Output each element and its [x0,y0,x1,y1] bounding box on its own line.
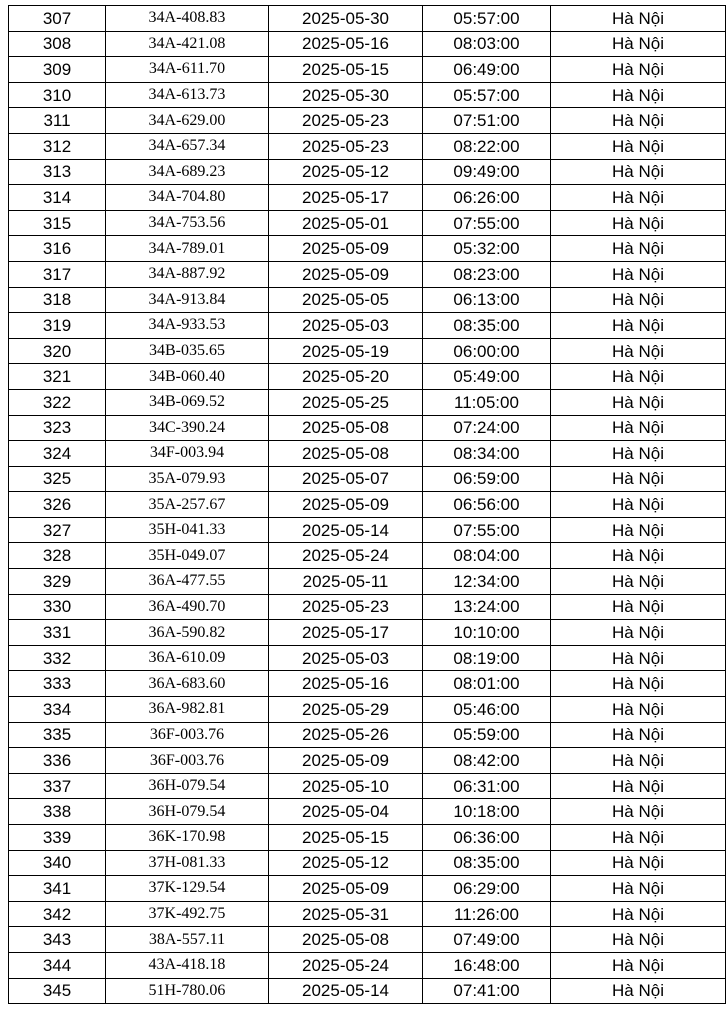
row-number-cell: 329 [9,569,106,595]
location-cell: Hà Nội [551,927,726,953]
date-cell: 2025-05-14 [269,517,423,543]
table-row [9,594,726,620]
row-number-cell: 327 [9,517,106,543]
location-cell: Hà Nội [551,825,726,851]
time-cell: 09:49:00 [423,159,551,185]
location-cell: Hà Nội [551,748,726,774]
license-plate-cell: 36A-683.60 [106,671,269,697]
table-row [9,159,726,185]
table-row [9,927,726,953]
row-number-cell: 323 [9,415,106,441]
license-plate-cell: 37H-081.33 [106,850,269,876]
time-cell: 06:49:00 [423,57,551,83]
date-cell: 2025-05-24 [269,543,423,569]
date-cell: 2025-05-03 [269,645,423,671]
license-plate-cell: 38A-557.11 [106,927,269,953]
violation-table-container [8,5,720,1004]
location-cell: Hà Nội [551,569,726,595]
license-plate-cell: 34A-611.70 [106,57,269,83]
license-plate-cell: 37K-492.75 [106,901,269,927]
table-row [9,261,726,287]
row-number-cell: 321 [9,364,106,390]
location-cell: Hà Nội [551,722,726,748]
time-cell: 07:51:00 [423,108,551,134]
time-cell: 05:57:00 [423,82,551,108]
row-number-cell: 336 [9,748,106,774]
license-plate-cell: 34A-789.01 [106,236,269,262]
location-cell: Hà Nội [551,415,726,441]
location-cell: Hà Nội [551,952,726,978]
date-cell: 2025-05-19 [269,338,423,364]
location-cell: Hà Nội [551,645,726,671]
location-cell: Hà Nội [551,543,726,569]
row-number-cell: 309 [9,57,106,83]
table-row [9,313,726,339]
date-cell: 2025-05-25 [269,389,423,415]
license-plate-cell: 34A-887.92 [106,261,269,287]
date-cell: 2025-05-08 [269,415,423,441]
license-plate-cell: 36F-003.76 [106,722,269,748]
row-number-cell: 307 [9,6,106,32]
table-row [9,466,726,492]
table-row [9,82,726,108]
time-cell: 16:48:00 [423,952,551,978]
location-cell: Hà Nội [551,159,726,185]
location-cell: Hà Nội [551,799,726,825]
row-number-cell: 342 [9,901,106,927]
date-cell: 2025-05-09 [269,261,423,287]
license-plate-cell: 36A-610.09 [106,645,269,671]
time-cell: 11:26:00 [423,901,551,927]
table-row [9,722,726,748]
date-cell: 2025-05-14 [269,978,423,1004]
row-number-cell: 314 [9,185,106,211]
location-cell: Hà Nội [551,31,726,57]
date-cell: 2025-05-09 [269,876,423,902]
location-cell: Hà Nội [551,697,726,723]
date-cell: 2025-05-30 [269,6,423,32]
table-row [9,492,726,518]
table-row [9,210,726,236]
date-cell: 2025-05-15 [269,825,423,851]
time-cell: 08:35:00 [423,850,551,876]
row-number-cell: 308 [9,31,106,57]
location-cell: Hà Nội [551,594,726,620]
row-number-cell: 334 [9,697,106,723]
row-number-cell: 332 [9,645,106,671]
table-row [9,620,726,646]
location-cell: Hà Nội [551,108,726,134]
date-cell: 2025-05-09 [269,492,423,518]
location-cell: Hà Nội [551,517,726,543]
date-cell: 2025-05-29 [269,697,423,723]
row-number-cell: 337 [9,773,106,799]
location-cell: Hà Nội [551,6,726,32]
date-cell: 2025-05-23 [269,133,423,159]
license-plate-cell: 34A-933.53 [106,313,269,339]
location-cell: Hà Nội [551,133,726,159]
license-plate-cell: 34A-421.08 [106,31,269,57]
time-cell: 06:59:00 [423,466,551,492]
license-plate-cell: 43A-418.18 [106,952,269,978]
table-row [9,799,726,825]
table-row [9,773,726,799]
license-plate-cell: 36H-079.54 [106,799,269,825]
row-number-cell: 310 [9,82,106,108]
row-number-cell: 325 [9,466,106,492]
table-row [9,236,726,262]
table-row [9,6,726,32]
license-plate-cell: 34A-408.83 [106,6,269,32]
date-cell: 2025-05-08 [269,927,423,953]
row-number-cell: 311 [9,108,106,134]
location-cell: Hà Nội [551,313,726,339]
license-plate-cell: 35H-041.33 [106,517,269,543]
location-cell: Hà Nội [551,185,726,211]
location-cell: Hà Nội [551,466,726,492]
time-cell: 05:59:00 [423,722,551,748]
license-plate-cell: 34C-390.24 [106,415,269,441]
row-number-cell: 345 [9,978,106,1004]
row-number-cell: 335 [9,722,106,748]
license-plate-cell: 34F-003.94 [106,441,269,467]
time-cell: 07:55:00 [423,517,551,543]
license-plate-cell: 36A-477.55 [106,569,269,595]
violation-table-body [9,6,726,1004]
date-cell: 2025-05-11 [269,569,423,595]
license-plate-cell: 34A-629.00 [106,108,269,134]
date-cell: 2025-05-10 [269,773,423,799]
table-row [9,671,726,697]
table-row [9,901,726,927]
license-plate-cell: 37K-129.54 [106,876,269,902]
time-cell: 05:49:00 [423,364,551,390]
license-plate-cell: 35A-079.93 [106,466,269,492]
license-plate-cell: 34A-704.80 [106,185,269,211]
table-row [9,697,726,723]
row-number-cell: 312 [9,133,106,159]
time-cell: 08:22:00 [423,133,551,159]
license-plate-cell: 34B-035.65 [106,338,269,364]
date-cell: 2025-05-16 [269,31,423,57]
violation-table [8,5,726,1004]
table-row [9,569,726,595]
license-plate-cell: 35H-049.07 [106,543,269,569]
license-plate-cell: 34B-060.40 [106,364,269,390]
row-number-cell: 343 [9,927,106,953]
location-cell: Hà Nội [551,850,726,876]
location-cell: Hà Nội [551,876,726,902]
table-row [9,133,726,159]
table-row [9,850,726,876]
time-cell: 06:29:00 [423,876,551,902]
license-plate-cell: 36H-079.54 [106,773,269,799]
row-number-cell: 331 [9,620,106,646]
location-cell: Hà Nội [551,287,726,313]
date-cell: 2025-05-24 [269,952,423,978]
location-cell: Hà Nội [551,364,726,390]
row-number-cell: 339 [9,825,106,851]
row-number-cell: 330 [9,594,106,620]
row-number-cell: 313 [9,159,106,185]
time-cell: 08:01:00 [423,671,551,697]
row-number-cell: 320 [9,338,106,364]
table-row [9,415,726,441]
time-cell: 07:55:00 [423,210,551,236]
time-cell: 11:05:00 [423,389,551,415]
location-cell: Hà Nội [551,389,726,415]
date-cell: 2025-05-17 [269,620,423,646]
date-cell: 2025-05-23 [269,108,423,134]
location-cell: Hà Nội [551,773,726,799]
date-cell: 2025-05-12 [269,850,423,876]
license-plate-cell: 34A-613.73 [106,82,269,108]
time-cell: 05:57:00 [423,6,551,32]
table-row [9,645,726,671]
time-cell: 07:41:00 [423,978,551,1004]
license-plate-cell: 36A-490.70 [106,594,269,620]
license-plate-cell: 36F-003.76 [106,748,269,774]
row-number-cell: 344 [9,952,106,978]
date-cell: 2025-05-09 [269,236,423,262]
time-cell: 08:34:00 [423,441,551,467]
location-cell: Hà Nội [551,978,726,1004]
table-row [9,517,726,543]
time-cell: 08:19:00 [423,645,551,671]
table-row [9,978,726,1004]
row-number-cell: 316 [9,236,106,262]
location-cell: Hà Nội [551,441,726,467]
table-row [9,287,726,313]
date-cell: 2025-05-07 [269,466,423,492]
license-plate-cell: 34A-657.34 [106,133,269,159]
table-row [9,31,726,57]
row-number-cell: 333 [9,671,106,697]
time-cell: 10:10:00 [423,620,551,646]
date-cell: 2025-05-03 [269,313,423,339]
table-row [9,389,726,415]
location-cell: Hà Nội [551,210,726,236]
date-cell: 2025-05-20 [269,364,423,390]
license-plate-cell: 34A-689.23 [106,159,269,185]
date-cell: 2025-05-08 [269,441,423,467]
date-cell: 2025-05-23 [269,594,423,620]
date-cell: 2025-05-30 [269,82,423,108]
time-cell: 06:26:00 [423,185,551,211]
table-row [9,364,726,390]
row-number-cell: 324 [9,441,106,467]
license-plate-cell: 35A-257.67 [106,492,269,518]
date-cell: 2025-05-05 [269,287,423,313]
location-cell: Hà Nội [551,671,726,697]
license-plate-cell: 36A-590.82 [106,620,269,646]
date-cell: 2025-05-04 [269,799,423,825]
date-cell: 2025-05-26 [269,722,423,748]
time-cell: 08:42:00 [423,748,551,774]
table-row [9,108,726,134]
location-cell: Hà Nội [551,236,726,262]
date-cell: 2025-05-09 [269,748,423,774]
table-row [9,338,726,364]
time-cell: 06:31:00 [423,773,551,799]
row-number-cell: 341 [9,876,106,902]
location-cell: Hà Nội [551,82,726,108]
license-plate-cell: 34B-069.52 [106,389,269,415]
location-cell: Hà Nội [551,492,726,518]
table-row [9,57,726,83]
table-row [9,825,726,851]
location-cell: Hà Nội [551,901,726,927]
license-plate-cell: 36A-982.81 [106,697,269,723]
time-cell: 08:35:00 [423,313,551,339]
table-row [9,185,726,211]
table-row [9,952,726,978]
license-plate-cell: 51H-780.06 [106,978,269,1004]
location-cell: Hà Nội [551,620,726,646]
time-cell: 08:23:00 [423,261,551,287]
date-cell: 2025-05-12 [269,159,423,185]
location-cell: Hà Nội [551,57,726,83]
table-row [9,748,726,774]
time-cell: 08:04:00 [423,543,551,569]
time-cell: 05:46:00 [423,697,551,723]
time-cell: 06:56:00 [423,492,551,518]
date-cell: 2025-05-16 [269,671,423,697]
row-number-cell: 315 [9,210,106,236]
table-row [9,441,726,467]
row-number-cell: 322 [9,389,106,415]
license-plate-cell: 34A-913.84 [106,287,269,313]
row-number-cell: 319 [9,313,106,339]
time-cell: 06:36:00 [423,825,551,851]
row-number-cell: 338 [9,799,106,825]
date-cell: 2025-05-17 [269,185,423,211]
time-cell: 08:03:00 [423,31,551,57]
table-row [9,876,726,902]
time-cell: 07:49:00 [423,927,551,953]
license-plate-cell: 36K-170.98 [106,825,269,851]
row-number-cell: 340 [9,850,106,876]
time-cell: 12:34:00 [423,569,551,595]
table-row [9,543,726,569]
time-cell: 10:18:00 [423,799,551,825]
time-cell: 13:24:00 [423,594,551,620]
row-number-cell: 317 [9,261,106,287]
date-cell: 2025-05-15 [269,57,423,83]
location-cell: Hà Nội [551,338,726,364]
time-cell: 05:32:00 [423,236,551,262]
license-plate-cell: 34A-753.56 [106,210,269,236]
time-cell: 07:24:00 [423,415,551,441]
time-cell: 06:00:00 [423,338,551,364]
row-number-cell: 326 [9,492,106,518]
row-number-cell: 318 [9,287,106,313]
date-cell: 2025-05-31 [269,901,423,927]
row-number-cell: 328 [9,543,106,569]
date-cell: 2025-05-01 [269,210,423,236]
time-cell: 06:13:00 [423,287,551,313]
location-cell: Hà Nội [551,261,726,287]
